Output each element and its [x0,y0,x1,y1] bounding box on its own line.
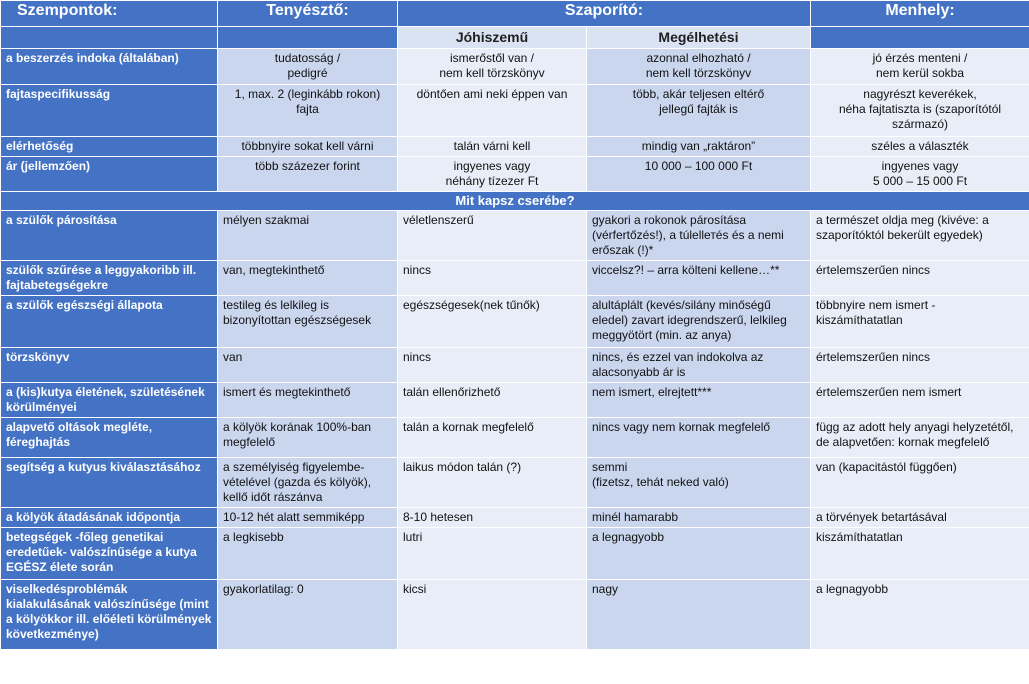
table-cell [811,85,1029,137]
table-cell: a természet oldja meg (kivéve: a szaporítóktól bekerült egyedek) [811,211,1029,261]
table-row [1,261,1029,296]
cell-line: többnyire sokat kell várni [241,139,374,153]
table-row [1,528,1029,580]
table-cell: van [218,348,398,383]
row-label: alapvető oltások megléte, féreghajtás [1,418,218,458]
table-cell [398,85,587,137]
table-cell: gyakorlatilag: 0 [218,580,398,650]
cell-line: származó) [891,117,948,131]
cell-line: több, akár teljesen eltérő [632,87,765,101]
row-label: fajtaspecifikusság [1,85,218,137]
table-row [1,49,1029,85]
table-row [1,458,1029,508]
cell-line: néha fajtatiszta is (szaporítótól [838,102,1002,116]
table-cell: semmi (fizetsz, tehát neked való) [587,458,811,508]
header-blank-breeder [218,27,398,49]
table-cell: nagy [587,580,811,650]
table-cell [218,85,398,137]
table-cell [811,49,1029,85]
cell-line: mindig van „raktáron” [641,139,756,153]
table-cell: a törvények betartásával [811,508,1029,528]
table-cell: van, megtekinthető [218,261,398,296]
table-cell: talán a kornak megfelelő [398,418,587,458]
cell-line: ingyenes vagy [453,159,531,173]
table-cell [398,49,587,85]
row-label: segítség a kutyus kiválasztásához [1,458,218,508]
table-cell: testileg és lelkileg is bizonyítottan egészségesek [218,296,398,348]
cell-line: nem kell törzskönyv [439,66,545,80]
table-cell: viccelsz?! – arra költeni kellene…** [587,261,811,296]
table-cell: a kölyök korának 100%-ban megfelelő [218,418,398,458]
table-row [1,383,1029,418]
cell-line: tudatosság / [274,51,341,65]
table-cell: nincs vagy nem kornak megfelelő [587,418,811,458]
header-blank-left [1,27,218,49]
table-cell [587,85,811,137]
table-cell: kicsi [398,580,587,650]
table-cell: van (kapacitástól függően) [811,458,1029,508]
table-cell: mélyen szakmai [218,211,398,261]
row-label: a szülők párosítása [1,211,218,261]
table-cell: laikus módon talán (?) [398,458,587,508]
table-cell: talán ellenőrizhető [398,383,587,418]
row-label: szülők szűrése a leggyakoribb ill. fajtabetegségekre [1,261,218,296]
table-cell: a személyiség figyelembe-vételével (gazda és kölyök), kellő időt rászánva [218,458,398,508]
table-cell: értelemszerűen nem ismert [811,383,1029,418]
table-row [1,508,1029,528]
table-cell: lutri [398,528,587,580]
cell-line: azonnal elhozható / [646,51,751,65]
table-cell: többnyire nem ismert - kiszámíthatatlan [811,296,1029,348]
header-shelter: Menhely: [811,1,1029,27]
row-label: törzskönyv [1,348,218,383]
table-cell: nincs [398,261,587,296]
table-cell [587,137,811,157]
row-label: a kölyök átadásának időpontja [1,508,218,528]
header-puppy-mill: Szaporító: [398,1,811,27]
table-row [1,348,1029,383]
cell-line: néhány tízezer Ft [445,174,539,188]
row-label: a (kis)kutya életének, születésének körülményei [1,383,218,418]
table-cell [587,49,811,85]
cell-line: jellegű fajták is [659,102,738,116]
table-cell: 10-12 hét alatt semmiképp [218,508,398,528]
table-cell: a legkisebb [218,528,398,580]
table-row [1,85,1029,137]
row-label: viselkedésproblémák kialakulásának valószínűsége (mint a kölyökkor ill. előéleti körülmények következménye) [1,580,218,650]
table-cell [218,137,398,157]
table-cell: értelemszerűen nincs [811,261,1029,296]
table-cell: minél hamarabb [587,508,811,528]
table-row [1,418,1029,458]
row-label: elérhetőség [1,137,218,157]
table-cell [811,157,1029,192]
header-blank-shelter [811,27,1029,49]
cell-line: széles a választék [871,139,969,153]
table-row [1,580,1029,650]
table-cell [218,49,398,85]
cell-line: ingyenes vagy [881,159,959,173]
table-row [1,211,1029,261]
table-cell [398,157,587,192]
table-cell: véletlenszerű [398,211,587,261]
section-title: Mit kapsz cserébe? [1,192,1029,211]
cell-line: fajta [296,102,319,116]
cell-line: 5 000 – 15 000 Ft [872,174,968,188]
table-cell: kiszámíthatatlan [811,528,1029,580]
table-cell: nincs, és ezzel van indokolva az alacsonyabb ár is [587,348,811,383]
cell-line: 1, max. 2 (leginkább rokon) [234,87,381,101]
row-label: betegségek -főleg genetikai eredetűek- valószínűsége a kutya EGÉSZ élete során [1,528,218,580]
cell-line: talán várni kell [453,139,531,153]
table-cell: nincs [398,348,587,383]
table-cell [398,137,587,157]
cell-line: ismerőstől van / [449,51,535,65]
row-label: a beszerzés indoka (általában) [1,49,218,85]
table-cell: alultáplált (kevés/silány minőségű eledel) zavart idegrendszerű, lelkileg meggyötört (min. az anya) [587,296,811,348]
header-breeder: Tenyésztő: [218,1,398,27]
table-cell [811,137,1029,157]
cell-line: több százezer forint [255,159,360,173]
subheader-livelihood: Megélhetési [587,27,811,49]
table-cell: ismert és megtekinthető [218,383,398,418]
table-row [1,137,1029,157]
table-cell: a legnagyobb [811,580,1029,650]
row-label: a szülők egészségi állapota [1,296,218,348]
table-cell: függ az adott hely anyagi helyzetétől, de alapvetően: kornak megfelelő [811,418,1029,458]
row-label: ár (jellemzően) [1,157,218,192]
table-cell: gyakori a rokonok párosítása (vérfertőzés!), a túlellетés és a nemi erőszak (!)* [587,211,811,261]
table-cell: értelemszerűen nincs [811,348,1029,383]
header-criteria: Szempontok: [1,1,218,27]
cell-line: pedigré [287,66,328,80]
table-cell [587,157,811,192]
cell-line: 10 000 – 100 000 Ft [644,159,753,173]
cell-line: nagyrészt keverékek, [863,87,977,101]
table-cell: a legnagyobb [587,528,811,580]
table-row [1,157,1029,192]
cell-line: nem kerül sokba [875,66,965,80]
cell-line: döntően ami neki éppen van [416,87,568,101]
table-cell: nem ismert, elrejtett*** [587,383,811,418]
cell-line: nem kell törzskönyv [645,66,752,80]
table-cell: 8-10 hetesen [398,508,587,528]
table-cell: egészségesek(nek tűnők) [398,296,587,348]
table-row [1,296,1029,348]
subheader-good-faith: Jóhiszemű [398,27,587,49]
cell-line: jó érzés menteni / [872,51,968,65]
table-cell [218,157,398,192]
